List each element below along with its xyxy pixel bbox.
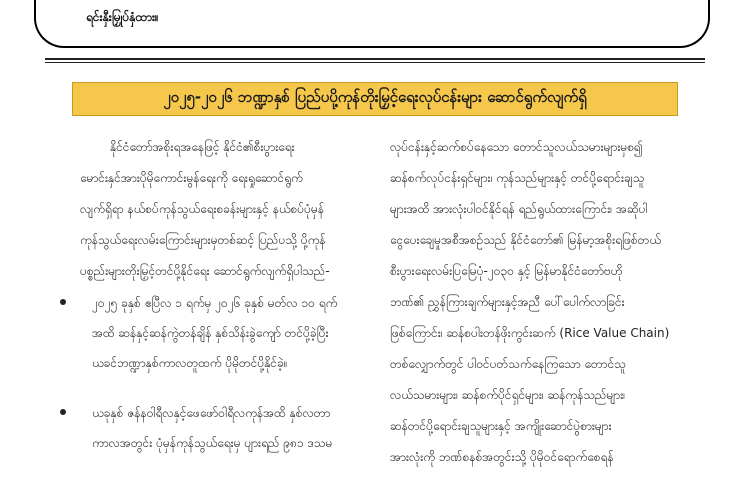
bullet-line: အထိ ဆန်နှင့်ဆန်ကွဲတန်ချိန် နှစ်သိန်းခွဲကျော် တင်ပို့ခဲ့ပြီး — [92, 326, 329, 340]
top-article-text: ရင်းနှီးမြှုပ်နှံထား။ — [86, 10, 159, 24]
paragraph-line: လုပ်ငန်းနှင့်ဆက်စပ်နေသော တောင်သူလယ်သမားများမှစ၍ — [390, 140, 643, 154]
paragraph-line: များအထိ အားလုံးပါဝင်နိုင်ရန် ရည်ရွယ်ထားကြောင်း၊ အဆိုပါ — [390, 202, 648, 216]
article-headline — [72, 82, 678, 116]
paragraph-line: ဖြစ်ကြောင်း၊ ဆန်စပါးတန်ဖိုးကွင်းဆက် (Rice Value Chain) — [390, 326, 670, 340]
paragraph-line: ဆန်တင်ပို့ရောင်းချသူများနှင့် အကျိုးဆောင်ပွဲစားများ — [390, 419, 612, 433]
section-divider-top — [45, 58, 705, 60]
bullet-item — [60, 398, 360, 458]
top-article-box — [34, 0, 710, 48]
paragraph-line: တစ်လျှောက်တွင် ပါဝင်ပတ်သက်နေကြသော တောင်သူ — [390, 357, 626, 371]
bullet-line: ကာလအတွင်း ပုံမှန်ကုန်သွယ်ရေးမှ ပျားရည် ၉၈၁ ဒသမ — [92, 436, 333, 450]
paragraph-line: မောင်းနှင်အားပိုမိုကောင်းမွန်ရေးကို ရေးရှုဆောင်ရွက် — [80, 171, 303, 185]
paragraph-line: ငွေပေးချေမှုအစီအစဉ်သည် နိုင်ငံတော်၏ မြန်မာ့အစိုးရဖြစ်တယ် — [390, 233, 662, 247]
paragraph-line: အားလုံးကို ဘဏ်စနစ်အတွင်းသို့ ပိုမိုဝင်ရောက်စေရန် — [390, 450, 614, 464]
bullet-line: ၂၀၂၅ ခုနှစ် ဧပြီလ ၁ ရက်မှ ၂၀၂၆ ခုနှစ် မတ်လ ၁၀ ရက် — [92, 296, 338, 310]
bullet-dot-icon — [60, 409, 66, 415]
bullet-line: ယခင်ဘဏ္ဍာနှစ်ကာလတူထက် ပိုမိုတင်ပို့နိုင်ခဲ့။ — [92, 356, 288, 370]
bullet-dot-icon — [60, 299, 66, 305]
paragraph-line: ပစ္စည်းများတိုးမြှင့်တင်ပို့နိုင်ရေး ဆောင်ရွက်လျက်ရှိပါသည်- — [80, 264, 330, 278]
paragraph-line: လယ်သမားများ၊ ဆန်စက်ပိုင်ရှင်များ၊ ဆန်ကုန်သည်များ၊ — [390, 388, 626, 402]
paragraph-line: လျက်ရှိရာ နယ်စပ်ကုန်သွယ်ရေးစခန်းများနှင့် နယ်စပ်ပုံမှန် — [80, 202, 325, 216]
bullet-line: ယခုနှစ် ဇန်နဝါရီလနှင့်ဖေဖော်ဝါရီလကုန်အထိ နှစ်လတာ — [92, 406, 331, 420]
bullet-item — [60, 288, 360, 378]
article-headline-text: ၂၀၂၅-၂၀၂၆ ဘဏ္ဍာနှစ် ပြည်ပပို့ကုန်တိုးမြှင့်ရေးလုပ်ငန်းများ ဆောင်ရွက်လျက်ရှိ — [163, 88, 587, 106]
bullet-list — [60, 288, 360, 478]
paragraph-line: စီးပွားရေးလမ်းပြမြေပုံ-၂၀၃၀ နှင့် မြန်မာနိုင်ငံတော်ဗဟို — [390, 264, 623, 278]
paragraph-line: ဆန်စက်လုပ်ငန်းရှင်များ၊ ကုန်သည်များနှင့် တင်ပို့ရောင်းချသူ — [390, 171, 645, 185]
paragraph-line: ဘဏ်၏ ညွှန်ကြားချက်များနှင့်အညီ ပေါ်ပေါက်လာခြင်း — [390, 295, 625, 309]
paragraph-line: ကုန်သွယ်ရေးလမ်းကြောင်းများမှတစ်ဆင့် ပြည်ပသို့ ပို့ကုန် — [80, 233, 326, 247]
left-column — [80, 132, 360, 287]
paragraph-line: နိုင်ငံတော်အစိုးရအနေဖြင့် နိုင်ငံ၏စီးပွားရေး — [110, 140, 295, 154]
right-column — [390, 132, 720, 473]
section-divider-thin — [45, 62, 705, 63]
